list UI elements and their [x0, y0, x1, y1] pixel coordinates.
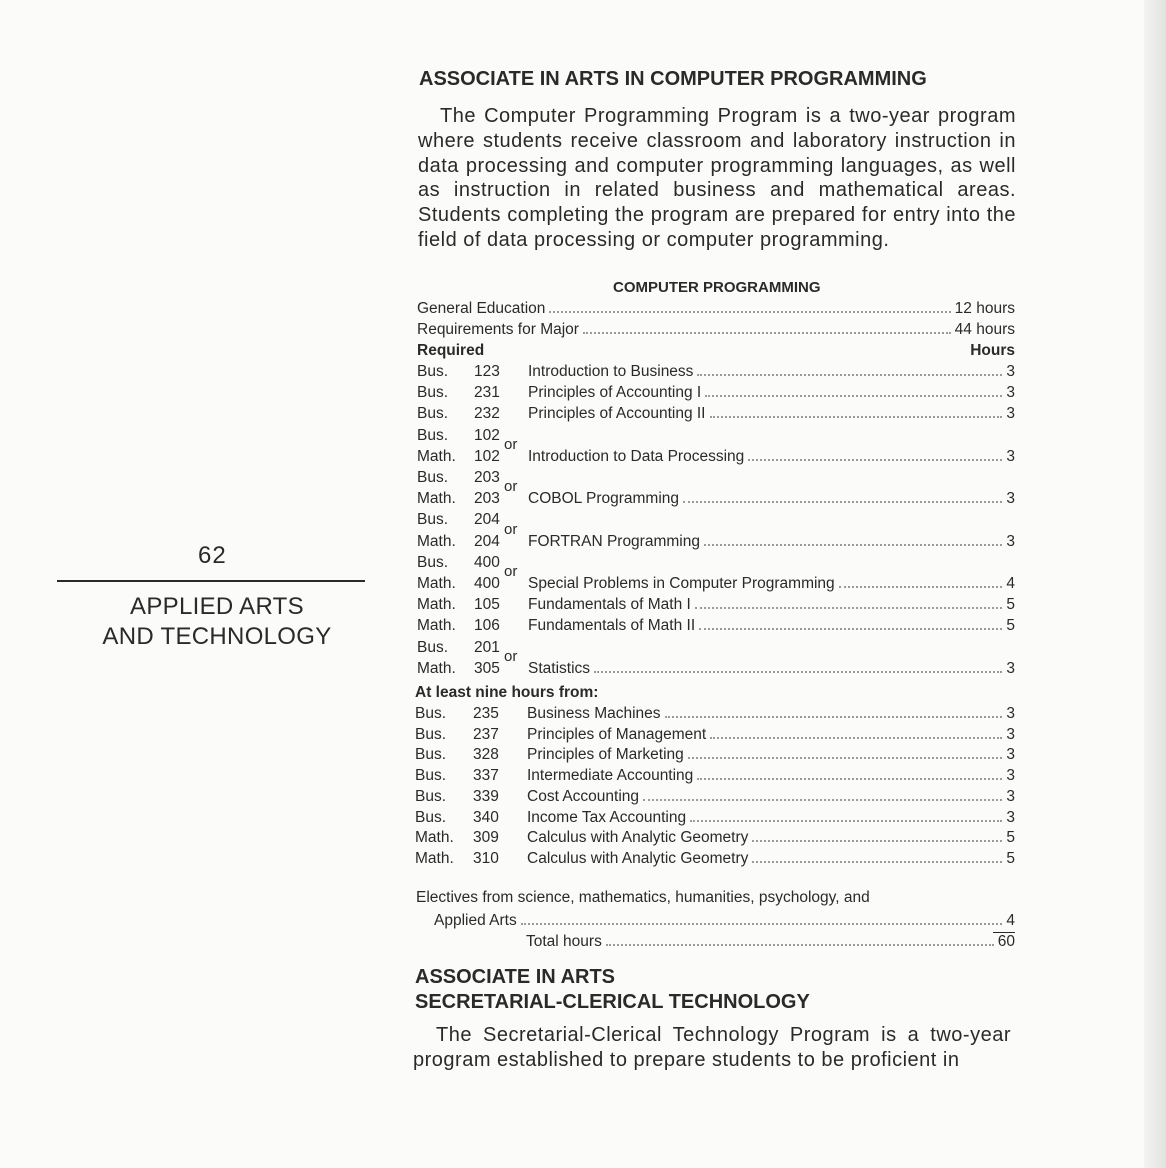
electives-line1: Electives from science, mathematics, humanities, psychology, and	[416, 889, 870, 906]
course-hours: 3	[1006, 746, 1015, 764]
course-dept: Bus.	[417, 426, 449, 444]
course-row	[415, 725, 1015, 745]
course-number: 204	[474, 532, 500, 550]
course-hours: 3	[1006, 787, 1015, 805]
electives-label: Applied Arts	[434, 912, 517, 929]
program2-description: The Secretarial-Clerical Technology Program is a two-year program established to prepare students to be proficient in	[413, 1024, 1011, 1071]
course-number: 105	[474, 596, 500, 614]
course-title: Introduction to Business	[528, 363, 694, 380]
required-header	[417, 341, 1015, 361]
requirements-major-row	[417, 320, 1015, 340]
requirements-major-label: Requirements for Major	[417, 321, 579, 338]
course-row	[417, 616, 1015, 636]
at-least-label: At least nine hours from:	[415, 684, 599, 701]
course-row	[415, 787, 1015, 807]
course-title: Introduction to Data Processing	[528, 447, 745, 465]
course-dept: Math.	[415, 829, 454, 847]
course-number: 328	[473, 746, 499, 764]
course-dept: Bus.	[415, 808, 447, 826]
leader-dots	[690, 820, 1002, 822]
course-title-row	[527, 808, 1015, 828]
course-number: 232	[474, 405, 500, 423]
course-title-row	[527, 828, 1015, 848]
course-row	[417, 383, 1015, 403]
course-number: 305	[474, 659, 500, 677]
leader-dots	[710, 737, 1002, 739]
course-number: 400	[474, 575, 500, 592]
course-dept: Math.	[417, 617, 456, 635]
leader-dots	[665, 716, 1003, 718]
required-label: Required	[417, 342, 485, 359]
course-hours: 4	[1006, 575, 1015, 592]
course-dept: Bus.	[417, 363, 449, 380]
course-number: 203	[474, 490, 500, 508]
course-hours: 3	[1006, 363, 1015, 380]
course-hours: 5	[1006, 829, 1015, 847]
course-hours: 3	[1006, 532, 1015, 550]
course-dept: Math.	[417, 532, 456, 550]
course-number: 310	[473, 849, 499, 867]
course-dept: Bus.	[415, 787, 447, 805]
section-title-line1: APPLIED ARTS	[130, 593, 304, 620]
course-hours: 3	[1006, 490, 1015, 508]
leader-dots	[748, 459, 1002, 461]
course-number: 237	[473, 725, 499, 743]
leader-dots	[697, 778, 1002, 780]
course-dept: Bus.	[417, 553, 449, 571]
course-hours: 3	[1006, 705, 1015, 722]
course-title: Calculus with Analytic Geometry	[527, 849, 749, 867]
leader-dots	[606, 944, 994, 946]
or-connector: or	[504, 478, 518, 496]
electives-hours: 4	[1006, 912, 1015, 929]
course-dept: Math.	[415, 849, 454, 867]
sidebar-divider	[57, 580, 365, 582]
course-title-row	[528, 362, 1015, 382]
course-row	[415, 704, 1015, 724]
course-title: Calculus with Analytic Geometry	[527, 829, 749, 847]
course-hours: 5	[1006, 849, 1015, 867]
leader-dots	[699, 628, 1002, 630]
course-hours: 3	[1006, 405, 1015, 423]
course-number: 123	[474, 363, 500, 380]
course-title-row	[527, 704, 1015, 724]
course-title: Business Machines	[527, 705, 661, 722]
course-dept: Bus.	[417, 638, 449, 656]
course-title: Fundamentals of Math II	[528, 617, 696, 635]
course-title-row	[527, 849, 1015, 869]
section-title	[57, 592, 377, 652]
course-row	[417, 404, 1015, 424]
course-hours: 3	[1006, 725, 1015, 743]
course-title-row	[527, 766, 1015, 786]
course-dept: Math.	[417, 490, 456, 508]
course-number: 203	[474, 469, 500, 486]
course-hours: 3	[1006, 659, 1015, 677]
course-title-row	[528, 595, 1015, 615]
course-title-row	[528, 404, 1015, 424]
general-education-row	[417, 299, 1015, 319]
course-title: FORTRAN Programming	[528, 532, 700, 550]
course-row	[415, 849, 1015, 869]
course-title-row	[527, 725, 1015, 745]
leader-dots	[594, 671, 1002, 673]
page-edge-shadow	[1144, 0, 1166, 1168]
course-hours: 3	[1006, 767, 1015, 785]
course-title: Cost Accounting	[527, 787, 640, 805]
course-title: COBOL Programming	[528, 490, 680, 508]
course-title-row	[527, 745, 1015, 765]
course-dept: Bus.	[415, 767, 447, 785]
leader-dots	[688, 757, 1003, 759]
course-title-row	[528, 574, 1015, 594]
leader-dots	[697, 374, 1002, 376]
course-title: Principles of Accounting I	[528, 384, 702, 402]
course-row	[415, 766, 1015, 786]
course-dept: Bus.	[417, 384, 449, 402]
program2-heading-line1: ASSOCIATE IN ARTS	[415, 966, 616, 988]
course-row	[415, 828, 1015, 848]
course-dept: Bus.	[417, 511, 449, 529]
course-title: Statistics	[528, 659, 591, 677]
course-title: Principles of Accounting II	[528, 405, 706, 423]
course-dept: Math.	[417, 659, 456, 677]
course-hours: 3	[1006, 384, 1015, 402]
course-hours: 5	[1006, 596, 1015, 614]
total-hours: 60	[997, 933, 1015, 950]
course-number: 309	[473, 829, 499, 847]
course-number: 102	[474, 426, 500, 444]
course-title: Principles of Management	[527, 725, 707, 743]
table-title: COMPUTER PROGRAMMING	[613, 279, 821, 296]
course-row	[415, 808, 1015, 828]
program2-heading-line2: SECRETARIAL-CLERICAL TECHNOLOGY	[415, 991, 810, 1013]
course-title-row	[527, 787, 1015, 807]
leader-dots	[683, 501, 1002, 503]
leader-dots	[710, 416, 1003, 418]
course-number: 102	[474, 447, 500, 465]
course-number: 400	[474, 553, 500, 571]
total-label: Total hours	[526, 933, 602, 950]
course-title-row	[528, 616, 1015, 636]
course-title: Principles of Marketing	[527, 746, 684, 764]
leader-dots	[549, 311, 950, 313]
course-row	[417, 563, 1015, 594]
course-title-row	[528, 447, 1015, 467]
course-number: 337	[473, 767, 499, 785]
general-education-hours: 12 hours	[954, 300, 1015, 317]
course-title-row	[528, 489, 1015, 509]
course-title-row	[528, 659, 1015, 679]
course-row	[415, 745, 1015, 765]
leader-dots	[583, 332, 951, 334]
course-hours: 3	[1006, 808, 1015, 826]
or-connector: or	[504, 563, 518, 580]
course-dept: Bus.	[417, 405, 449, 423]
leader-dots	[705, 395, 1002, 397]
course-dept: Math.	[417, 447, 456, 465]
course-title: Intermediate Accounting	[527, 767, 694, 785]
leader-dots	[695, 607, 1003, 609]
program-description: The Computer Programming Program is a two-year program where students receive classroom and laboratory instruction in data processing and computer programming languages, as well as instruction in related business and mathematical areas. Students completing the program are prepared for entry into the field of data processing or computer programming.	[418, 105, 1016, 251]
course-title: Income Tax Accounting	[527, 808, 687, 826]
leader-dots	[643, 799, 1002, 801]
course-dept: Bus.	[415, 746, 447, 764]
course-hours: 3	[1006, 447, 1015, 465]
leader-dots	[752, 861, 1002, 863]
course-number: 235	[473, 705, 499, 722]
course-title-row	[528, 532, 1015, 552]
leader-dots	[839, 586, 1003, 588]
course-dept: Math.	[417, 596, 456, 614]
hours-label: Hours	[970, 342, 1015, 359]
course-number: 106	[474, 617, 500, 635]
course-hours: 5	[1006, 617, 1015, 635]
course-title: Fundamentals of Math I	[528, 596, 691, 614]
course-number: 340	[473, 808, 499, 826]
program-heading: ASSOCIATE IN ARTS IN COMPUTER PROGRAMMING	[419, 68, 927, 90]
course-number: 204	[474, 511, 500, 529]
leader-dots	[752, 840, 1002, 842]
or-connector: or	[504, 520, 518, 538]
general-education-label: General Education	[417, 300, 546, 317]
course-row	[417, 595, 1015, 615]
course-title-row	[528, 383, 1015, 403]
requirements-major-hours: 44 hours	[954, 321, 1015, 338]
course-dept: Bus.	[415, 725, 447, 743]
course-dept: Bus.	[417, 469, 449, 486]
or-connector: or	[504, 435, 518, 453]
leader-dots	[704, 544, 1002, 546]
electives-line2	[434, 911, 1015, 931]
course-dept: Math.	[417, 575, 456, 592]
total-row	[526, 932, 1015, 952]
page-number: 62	[198, 542, 227, 569]
course-title: Special Problems in Computer Programming	[528, 575, 835, 592]
section-title-line2: AND TECHNOLOGY	[102, 623, 332, 650]
course-row	[417, 478, 1015, 509]
course-number: 231	[474, 384, 500, 402]
leader-dots	[521, 923, 1003, 925]
course-number: 201	[474, 638, 500, 656]
course-dept: Bus.	[415, 705, 447, 722]
or-connector: or	[504, 647, 518, 665]
course-row	[417, 362, 1015, 382]
course-number: 339	[473, 787, 499, 805]
